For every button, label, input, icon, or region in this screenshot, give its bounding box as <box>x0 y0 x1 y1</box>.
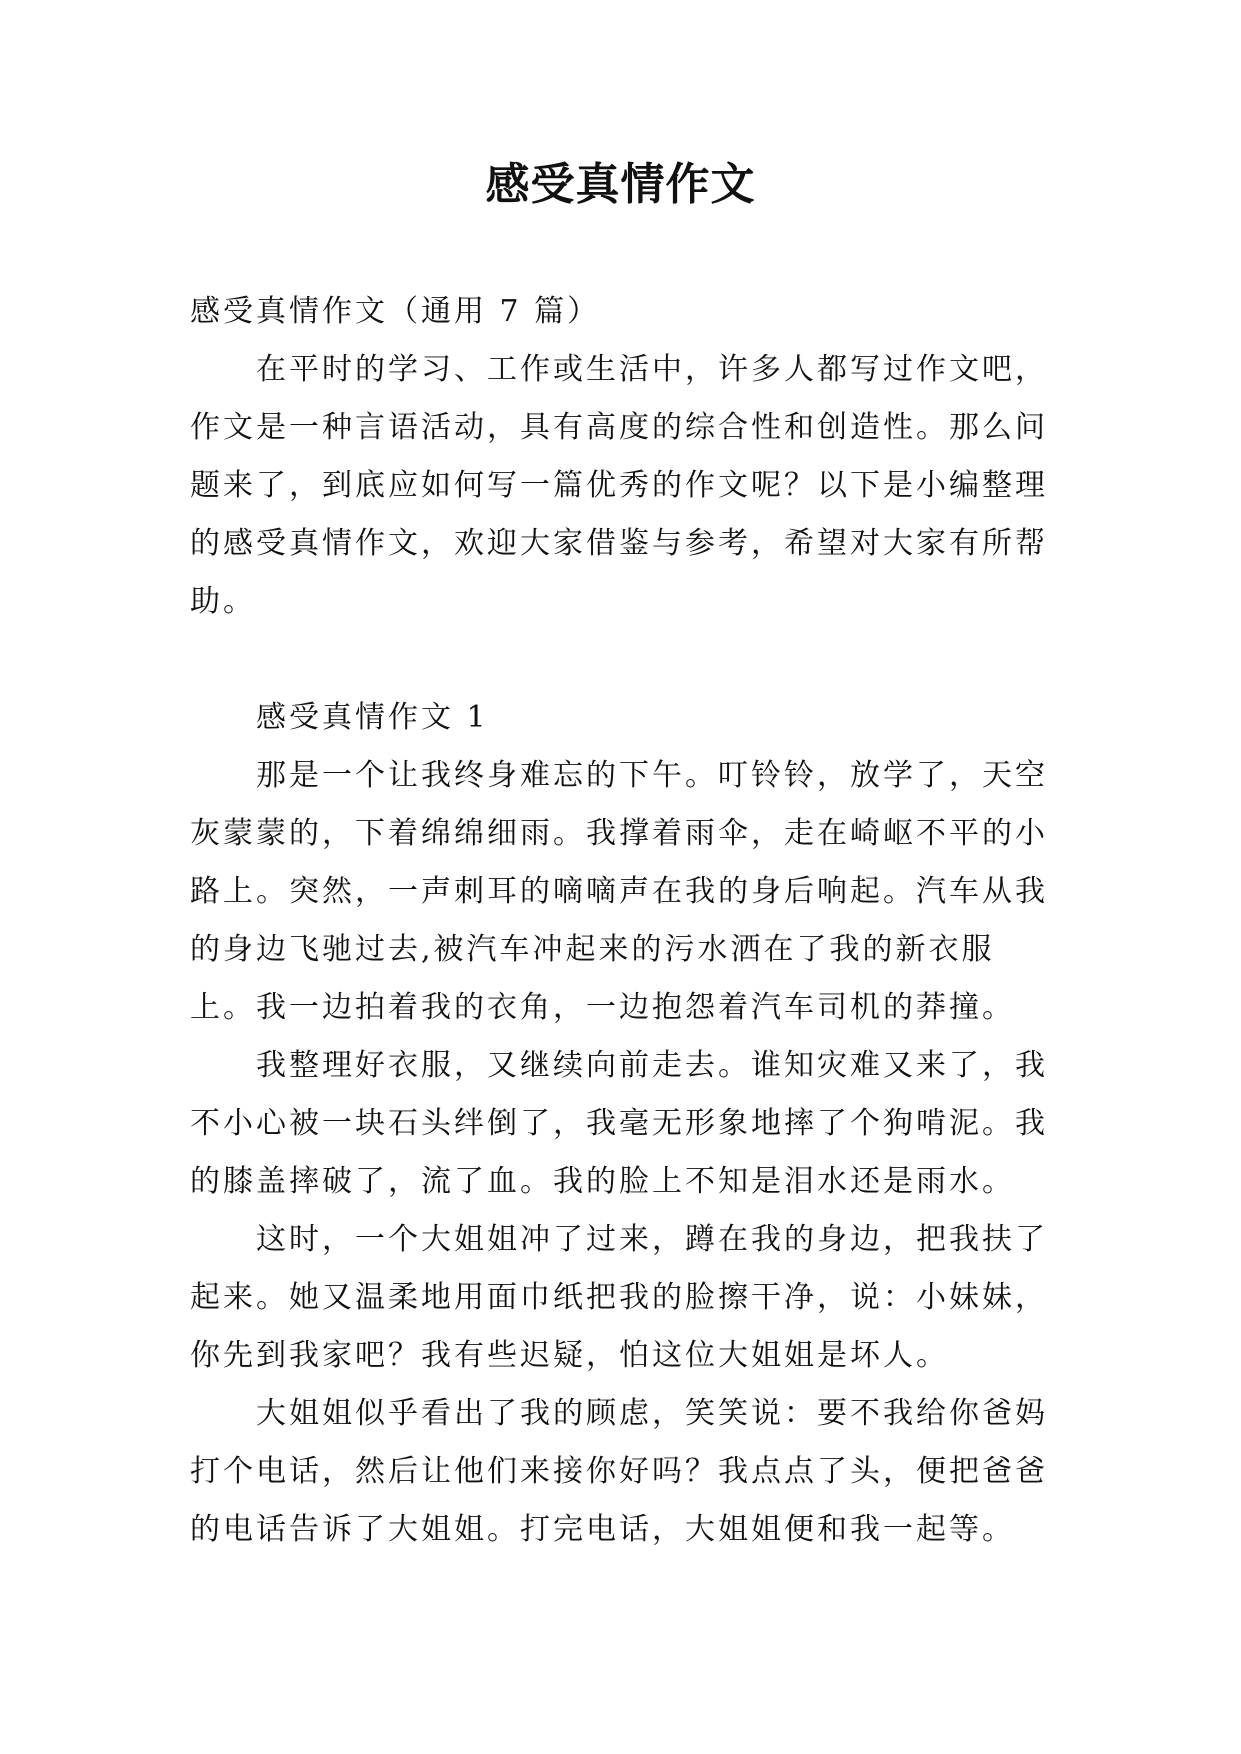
section-heading: 感受真情作文 1 <box>256 700 489 735</box>
document-subtitle: 感受真情作文（通用 7 篇） <box>190 294 601 329</box>
body-paragraph: 那是一个让我终身难忘的下午。叮铃铃，放学了，天空灰蒙蒙的，下着绵绵细雨。我撑着雨伞，走在崎岖不平的小路上。突然，一声刺耳的嘀嘀声在我的身后响起。汽车从我的身边飞驰过去,被汽车冲起来的污水洒在了我的新衣服上。我一边拍着我的衣角，一边抱怨着汽车司机的莽撞。 <box>190 758 1048 1025</box>
body-paragraph: 大姐姐似乎看出了我的顾虑，笑笑说：要不我给你爸妈打个电话，然后让他们来接你好吗？我点点了头，便把爸爸的电话告诉了大姐姐。打完电话，大姐姐便和我一起等。 <box>190 1396 1048 1547</box>
body-paragraph: 这时，一个大姐姐冲了过来，蹲在我的身边，把我扶了起来。她又温柔地用面巾纸把我的脸擦干净，说：小妹妹，你先到我家吧？我有些迟疑，怕这位大姐姐是坏人。 <box>190 1222 1048 1373</box>
paragraph-spacer <box>190 631 1060 689</box>
document-body <box>190 283 1060 1559</box>
document-title: 感受真情作文 <box>485 159 756 210</box>
body-paragraph: 我整理好衣服，又继续向前走去。谁知灾难又来了，我不小心被一块石头绊倒了，我毫无形象地摔了个狗啃泥。我的膝盖摔破了，流了血。我的脸上不知是泪水还是雨水。 <box>190 1048 1048 1199</box>
intro-paragraph: 在平时的学习、工作或生活中，许多人都写过作文吧，作文是一种言语活动，具有高度的综合性和创造性。那么问题来了，到底应如何写一篇优秀的作文呢？以下是小编整理的感受真情作文，欢迎大家借鉴与参考，希望对大家有所帮助。 <box>190 352 1048 619</box>
